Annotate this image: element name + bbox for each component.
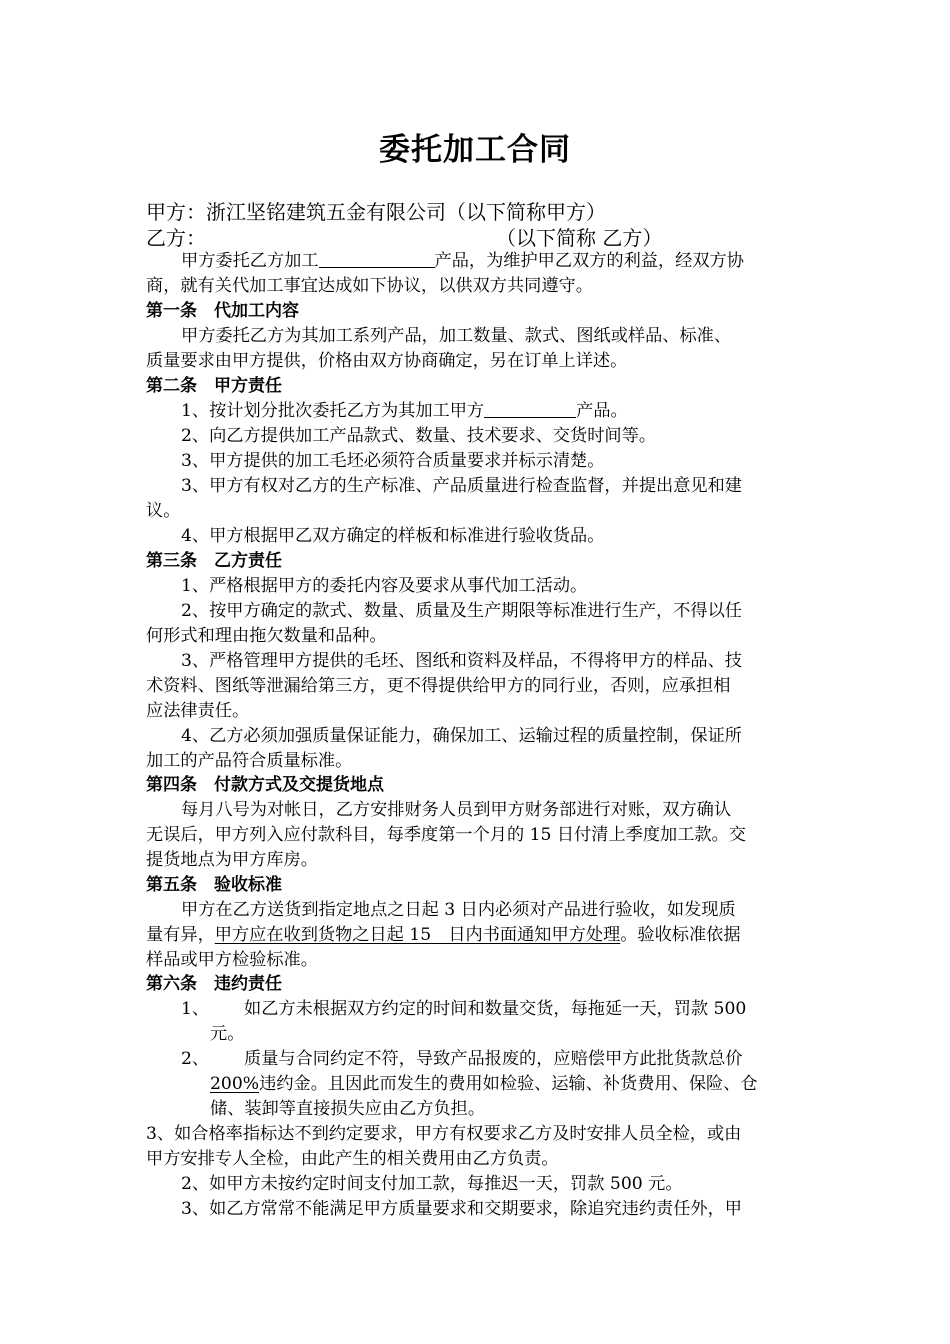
article-2-item-5: 4、甲方根据甲乙双方确定的样板和标准进行验收货品。 <box>181 526 605 546</box>
article-6-item-1-line-1: 如乙方未根据双方约定的时间和数量交货，每拖延一天，罚款 500 <box>244 999 747 1019</box>
intro-text-post: 产品，为维护甲乙双方的利益，经双方协 <box>434 251 744 271</box>
article-4-line-3: 提货地点为甲方库房。 <box>146 850 318 870</box>
article-2-item-1 <box>181 399 628 424</box>
article-2-item-4-line-1: 3、甲方有权对乙方的生产标准、产品质量进行检查监督，并提出意见和建 <box>181 476 742 496</box>
article-4-line-2: 无误后，甲方列入应付款科目，每季度第一个月的 15 日付清上季度加工款。交 <box>146 825 746 845</box>
article-2-item-3: 3、甲方提供的加工毛坯必须符合质量要求并标示清楚。 <box>181 451 605 471</box>
article-6-item-2-line-2 <box>210 1072 758 1097</box>
party-b-suffix: （以下简称 乙方） <box>496 226 663 250</box>
article-6-item-1-number: 1、 <box>181 999 210 1019</box>
article-6-item-2-line-3: 储、装卸等直接损失应由乙方负担。 <box>210 1099 486 1119</box>
article-3-item-3-line-2: 术资料、图纸等泄漏给第三方，更不得提供给甲方的同行业，否则，应承担相 <box>146 676 731 696</box>
party-a-line: 甲方：浙江坚铭建筑五金有限公司（以下简称甲方） <box>146 200 606 224</box>
article-2-item-1-post: 产品。 <box>576 401 628 421</box>
article-6-item-2-line-1: 质量与合同约定不符，导致产品报废的，应赔偿甲方此批货款总价 <box>244 1049 743 1069</box>
article-1-heading: 第一条 代加工内容 <box>146 301 299 321</box>
article-3-item-4-line-2: 加工的产品符合质量标准。 <box>146 751 353 771</box>
article-3-item-4-line-1: 4、乙方必须加强质量保证能力，确保加工、运输过程的质量控制，保证所 <box>181 726 742 746</box>
product-blank <box>319 250 435 268</box>
party-b-line <box>146 224 662 252</box>
article-6-item-4: 2、如甲方未按约定时间支付加工款，每推迟一天，罚款 500 元。 <box>181 1174 683 1194</box>
article-1-line-2: 质量要求由甲方提供，价格由双方协商确定，另在订单上详述。 <box>146 351 628 371</box>
intro-line-1 <box>181 249 744 274</box>
intro-line-2: 商，就有关代加工事宜达成如下协议，以供双方共同遵守。 <box>146 276 593 296</box>
article-6-item-3-line-2: 甲方安排专人全检，由此产生的相关费用由乙方负责。 <box>146 1149 559 1169</box>
article-4-line-1: 每月八号为对帐日，乙方安排财务人员到甲方财务部进行对账，双方确认 <box>181 800 732 820</box>
article-6-item-3-line-1: 3、如合格率指标达不到约定要求，甲方有权要求乙方及时安排人员全检，或由 <box>146 1124 742 1144</box>
article-6-item-5: 3、如乙方常常不能满足甲方质量要求和交期要求，除追究违约责任外，甲 <box>181 1199 742 1219</box>
party-b-label: 乙方： <box>146 226 206 250</box>
article-5-heading: 第五条 验收标准 <box>146 875 282 895</box>
article-2-item-2: 2、向乙方提供加工产品款式、数量、技术要求、交货时间等。 <box>181 426 657 446</box>
article-3-item-2-line-2: 何形式和理由拖欠数量和品种。 <box>146 626 387 646</box>
article-3-item-3-line-1: 3、严格管理甲方提供的毛坯、图纸和资料及样品，不得将甲方的样品、技 <box>181 651 742 671</box>
article-3-item-3-line-3: 应法律责任。 <box>146 701 250 721</box>
article-3-item-2-line-1: 2、按甲方确定的款式、数量、质量及生产期限等标准进行生产，不得以任 <box>181 601 742 621</box>
article-5-underlined-clause: 甲方应在收到货物之日起 15 日内书面通知甲方处理 <box>214 925 621 945</box>
product-blank-2 <box>484 400 576 418</box>
article-2-item-4-line-2: 议。 <box>146 501 181 521</box>
article-5-line-2-post: 。验收标准依据 <box>620 925 741 945</box>
article-5-line-2-pre: 量有异， <box>146 925 215 945</box>
article-3-item-1: 1、严格根据甲方的委托内容及要求从事代加工活动。 <box>181 576 588 596</box>
penalty-percentage: 200% <box>210 1074 260 1094</box>
article-2-heading: 第二条 甲方责任 <box>146 376 282 396</box>
article-2-item-1-pre: 1、按计划分批次委托乙方为其加工甲方 <box>181 401 485 421</box>
article-5-line-3: 样品或甲方检验标准。 <box>146 950 318 970</box>
article-6-heading: 第六条 违约责任 <box>146 974 282 994</box>
article-5-line-1: 甲方在乙方送货到指定地点之日起 3 日内必须对产品进行验收，如发现质 <box>181 900 736 920</box>
article-3-heading: 第三条 乙方责任 <box>146 551 282 571</box>
document-title: 委托加工合同 <box>379 132 571 168</box>
article-5-line-2 <box>146 923 741 948</box>
article-4-heading: 第四条 付款方式及交提货地点 <box>146 775 384 795</box>
article-6-item-2-number: 2、 <box>181 1049 210 1069</box>
article-1-line-1: 甲方委托乙方为其加工系列产品，加工数量、款式、图纸或样品、标准、 <box>181 326 732 346</box>
article-6-item-1-line-2: 元。 <box>210 1024 245 1044</box>
article-6-item-2-line-2-post: 违约金。且因此而发生的费用如检验、运输、补货费用、保险、仓 <box>259 1074 758 1094</box>
intro-text-pre: 甲方委托乙方加工 <box>181 251 319 271</box>
